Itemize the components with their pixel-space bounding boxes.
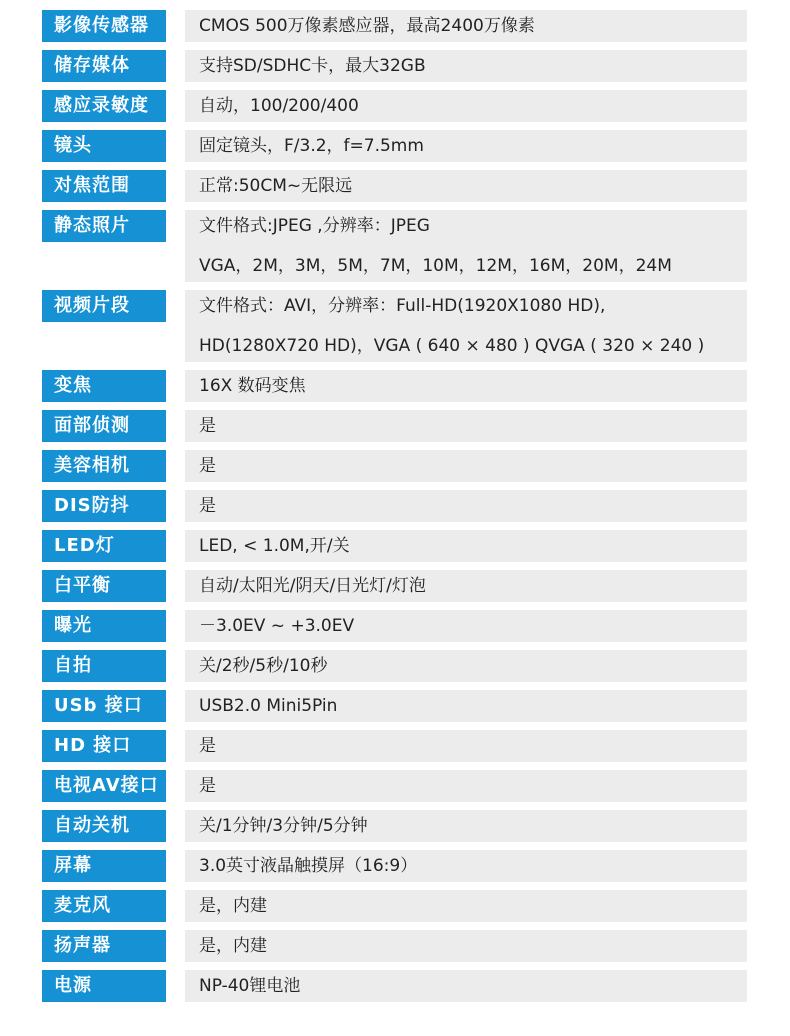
spec-row [42, 490, 747, 522]
spec-value [185, 970, 747, 1002]
spec-label: 影像传感器 [42, 10, 166, 42]
spec-row [42, 770, 747, 802]
spec-row [42, 690, 747, 722]
spec-value [185, 890, 747, 922]
spec-row [42, 850, 747, 882]
spec-value [185, 290, 747, 362]
spec-row [42, 890, 747, 922]
spec-row [42, 130, 747, 162]
spec-row [42, 170, 747, 202]
spec-value [185, 850, 747, 882]
spec-row [42, 810, 747, 842]
spec-row [42, 450, 747, 482]
spec-value [185, 170, 747, 202]
spec-row [42, 570, 747, 602]
spec-value-line: 关/1分钟/3分钟/5分钟 [199, 816, 368, 836]
spec-value [185, 50, 747, 82]
spec-value [185, 10, 747, 42]
spec-label: 储存媒体 [42, 50, 166, 82]
spec-value-line: 是 [199, 496, 216, 516]
spec-value-line: 正常:50CM~无限远 [199, 176, 353, 196]
spec-label: 麦克风 [42, 890, 166, 922]
spec-row [42, 370, 747, 402]
spec-row [42, 10, 747, 42]
spec-value [185, 130, 747, 162]
spec-value [185, 90, 747, 122]
spec-label: HD 接口 [42, 730, 166, 762]
spec-row [42, 90, 747, 122]
spec-value-line: 文件格式：AVI，分辨率：Full-HD(1920X1080 HD), [199, 296, 606, 316]
spec-label: 静态照片 [42, 210, 166, 242]
spec-label: 白平衡 [42, 570, 166, 602]
spec-value-line: 是，内建 [199, 896, 267, 916]
spec-label: 曝光 [42, 610, 166, 642]
spec-label: LED灯 [42, 530, 166, 562]
spec-label: 对焦范围 [42, 170, 166, 202]
spec-row [42, 930, 747, 962]
spec-value [185, 730, 747, 762]
spec-value-line: 16X 数码变焦 [199, 376, 306, 396]
spec-value-line: USB2.0 Mini5Pin [199, 696, 338, 716]
spec-label: DIS防抖 [42, 490, 166, 522]
spec-value-line: 3.0英寸液晶触摸屏（16:9） [199, 856, 418, 876]
spec-value [185, 650, 747, 682]
spec-label: 电源 [42, 970, 166, 1002]
spec-value [185, 530, 747, 562]
spec-value-line: 是 [199, 416, 216, 436]
spec-value [185, 370, 747, 402]
spec-label: 电视AV接口 [42, 770, 166, 802]
spec-value [185, 610, 747, 642]
spec-value-line: －3.0EV ~ +3.0EV [199, 616, 355, 636]
spec-value-line: 是 [199, 456, 216, 476]
spec-value-line: 是 [199, 776, 216, 796]
spec-value-line: 支持SD/SDHC卡，最大32GB [199, 56, 426, 76]
spec-label: 自拍 [42, 650, 166, 682]
spec-value-line: 固定镜头，F/3.2，f=7.5mm [199, 136, 424, 156]
spec-label: 屏幕 [42, 850, 166, 882]
spec-value [185, 490, 747, 522]
spec-label: 镜头 [42, 130, 166, 162]
spec-row [42, 50, 747, 82]
spec-label: 面部侦测 [42, 410, 166, 442]
spec-label: 视频片段 [42, 290, 166, 322]
spec-row [42, 650, 747, 682]
spec-value-line: 自动，100/200/400 [199, 96, 359, 116]
spec-value [185, 930, 747, 962]
spec-value-line: 自动/太阳光/阴天/日光灯/灯泡 [199, 576, 426, 596]
spec-value [185, 770, 747, 802]
spec-row [42, 210, 747, 282]
spec-value [185, 450, 747, 482]
spec-value [185, 210, 747, 282]
spec-label: 自动关机 [42, 810, 166, 842]
spec-value-line: CMOS 500万像素感应器，最高2400万像素 [199, 16, 535, 36]
spec-row [42, 970, 747, 1002]
spec-row [42, 290, 747, 362]
spec-table [42, 10, 747, 1010]
spec-value-line: 关/2秒/5秒/10秒 [199, 656, 328, 676]
spec-row [42, 730, 747, 762]
spec-row [42, 530, 747, 562]
spec-label: 美容相机 [42, 450, 166, 482]
spec-value-line: HD(1280X720 HD)，VGA ( 640 × 480 ) QVGA ( 320 × 240 ) [199, 336, 705, 356]
spec-value-line: NP-40锂电池 [199, 976, 301, 996]
spec-value [185, 410, 747, 442]
spec-value-line: 是，内建 [199, 936, 267, 956]
spec-value [185, 570, 747, 602]
spec-value-line: VGA，2M，3M，5M，7M，10M，12M，16M，20M，24M [199, 256, 672, 276]
spec-row [42, 610, 747, 642]
spec-label: 感应录敏度 [42, 90, 166, 122]
spec-value-line: LED, < 1.0M,开/关 [199, 536, 350, 556]
spec-label: 扬声器 [42, 930, 166, 962]
spec-row [42, 410, 747, 442]
spec-label: 变焦 [42, 370, 166, 402]
spec-value [185, 810, 747, 842]
spec-label: USb 接口 [42, 690, 166, 722]
spec-value-line: 是 [199, 736, 216, 756]
spec-value [185, 690, 747, 722]
spec-value-line: 文件格式:JPEG ,分辨率：JPEG [199, 216, 430, 236]
